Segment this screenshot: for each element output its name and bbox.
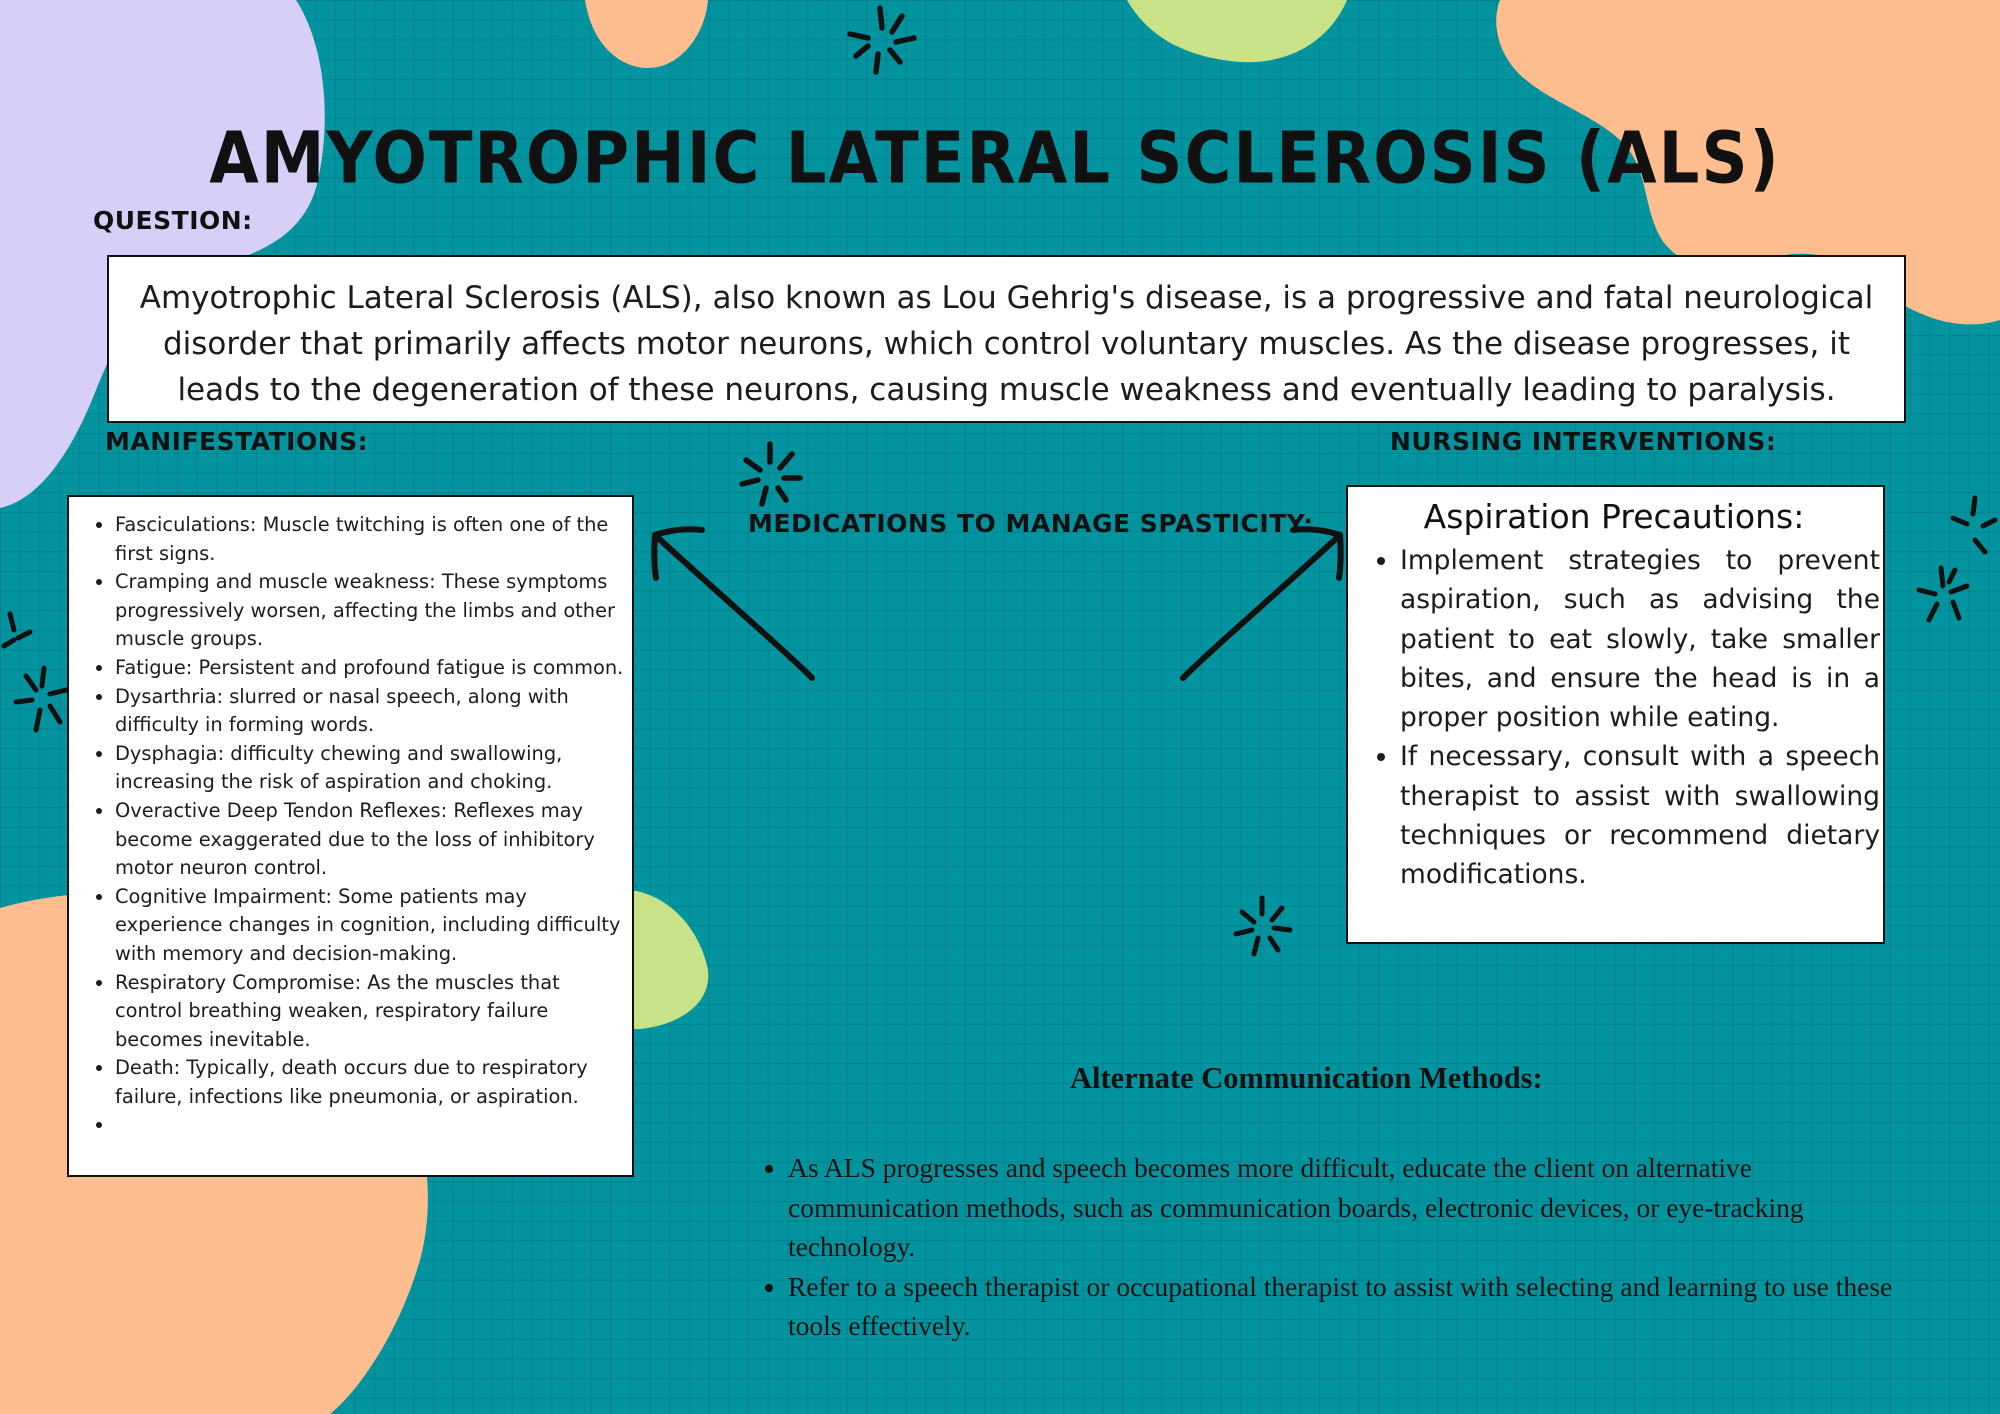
list-item: • Refer to a speech therapist or occupational therapist to assist with selecting and learning to use these tools effectively. — [788, 1267, 1900, 1346]
list-item: • Fasciculations: Muscle twitching is often one of the first signs. — [115, 511, 624, 568]
manifestations-label: MANIFESTATIONS: — [105, 427, 369, 456]
list-item: • As ALS progresses and speech becomes more difficult, educate the client on alternative communication methods, such as communication boards, electronic devices, or eye-tracking technology. — [788, 1148, 1900, 1267]
list-item: • Dysphagia: difficulty chewing and swallowing, increasing the risk of aspiration and choking. — [115, 740, 624, 797]
list-item: • Implement strategies to prevent aspiration, such as advising the patient to eat slowly, take smaller bites, and ensure the head is in a proper position while eating. — [1400, 541, 1880, 737]
sparkle-icon — [0, 610, 75, 740]
page-title: AMYOTROPHIC LATERAL SCLEROSIS (ALS) — [209, 117, 1781, 201]
sparkle-icon — [730, 440, 810, 510]
list-item: • Overactive Deep Tendon Reflexes: Reflexes may become exaggerated due to the loss of inhibitory motor neuron control. — [115, 797, 624, 883]
empty-list-item — [115, 1111, 624, 1140]
communication-list — [750, 1148, 1900, 1346]
sparkle-icon — [1228, 892, 1298, 962]
question-box — [107, 255, 1906, 423]
peach-blob-top-center — [580, 0, 715, 75]
manifestations-box — [67, 495, 634, 1177]
list-item: • Respiratory Compromise: As the muscles that control breathing weaken, respiratory failure becomes inevitable. — [115, 969, 624, 1055]
manifestations-list — [69, 511, 624, 1140]
list-item: • Dysarthria: slurred or nasal speech, along with difficulty in forming words. — [115, 683, 624, 740]
sparkle-icon — [1905, 490, 2000, 630]
communication-heading: Alternate Communication Methods: — [1070, 1061, 1543, 1095]
aspiration-list — [1348, 541, 1880, 895]
sparkle-icon — [820, 0, 940, 82]
arrow-icon — [640, 520, 820, 685]
list-item: • Fatigue: Persistent and profound fatigue is common. — [115, 654, 624, 683]
list-item: • Cramping and muscle weakness: These symptoms progressively worsen, affecting the limbs and other muscle groups. — [115, 568, 624, 654]
list-item: • Cognitive Impairment: Some patients may experience changes in cognition, including difficulty with memory and decision-making. — [115, 883, 624, 969]
green-blob-top — [1125, 0, 1350, 70]
medications-label: MEDICATIONS TO MANAGE SPASTICITY: — [748, 509, 1314, 538]
arrow-icon — [1175, 520, 1355, 685]
question-label: QUESTION: — [93, 206, 253, 235]
nursing-interventions-label: NURSING INTERVENTIONS: — [1390, 427, 1777, 456]
aspiration-heading: Aspiration Precautions: — [1423, 497, 1805, 536]
list-item: • Death: Typically, death occurs due to respiratory failure, infections like pneumonia, or aspiration. — [115, 1054, 624, 1111]
aspiration-precautions-box — [1346, 485, 1885, 944]
question-text: Amyotrophic Lateral Sclerosis (ALS), also known as Lou Gehrig's disease, is a progressive and fatal neurological disorder that primarily affects motor neurons, which control voluntary muscles. As the disease progresses, it leads to the degeneration of these neurons, causing muscle weakness and eventually leading to paralysis. — [139, 280, 1874, 408]
list-item: • If necessary, consult with a speech therapist to assist with swallowing techniques or recommend dietary modifications. — [1400, 737, 1880, 894]
